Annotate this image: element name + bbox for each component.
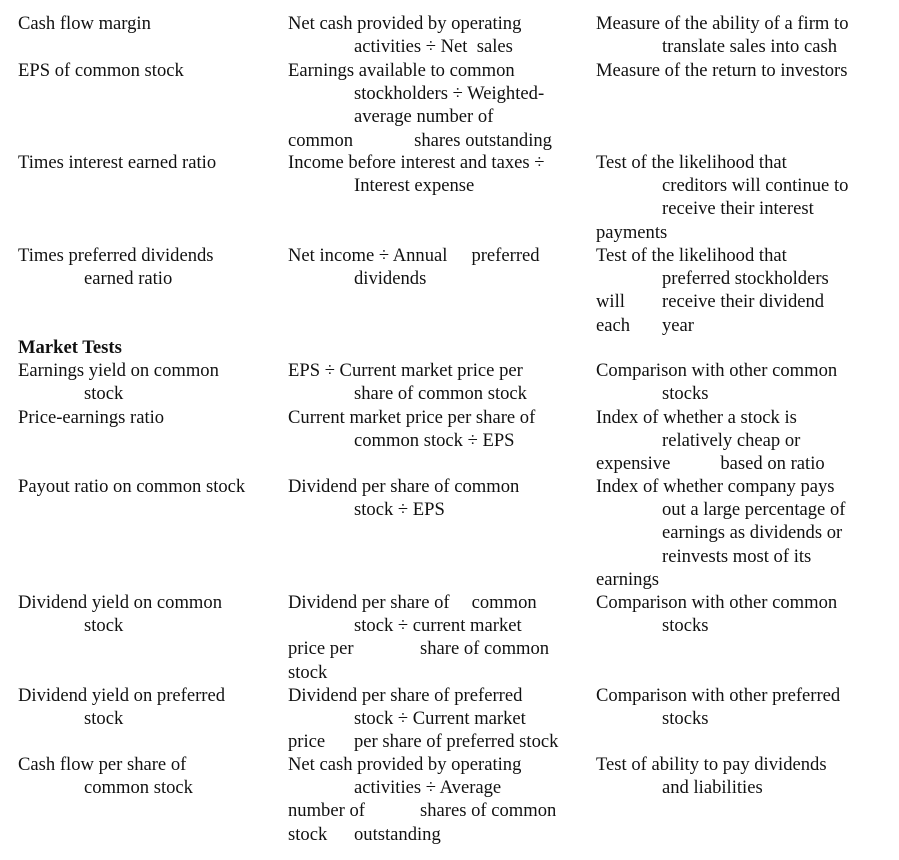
ratio-name-line: earned ratio [84,268,173,290]
formula-line: EPS ÷ Current market price per [288,360,523,381]
ratio-name-line: stock [84,615,124,637]
use-line: stocks [662,383,709,405]
ratio-name-line: stock [84,708,124,730]
formula-cash-flow-per-share [288,753,588,846]
formula-times-preferred-dividends [288,244,588,290]
use-fragment: receive their dividend [662,291,825,313]
ratio-name-price-earnings [18,406,280,429]
formula-line: stock ÷ Current market [354,708,526,730]
formula-line [288,799,588,822]
use-line: stocks [662,708,709,730]
use-line: Test of the likelihood that [596,152,787,173]
use-times-interest-earned [596,151,896,244]
formula-line: Net cash provided by operating [288,754,522,775]
use-line: Index of whether a stock is [596,407,797,428]
formula-line: stock ÷ EPS [354,499,445,521]
ratio-name-line: Times interest earned ratio [18,152,217,173]
ratio-name-line: Cash flow per share of [18,754,187,775]
use-fragment: expensive [596,453,671,475]
formula-fragment: preferred [471,245,540,266]
use-line: Test of ability to pay dividends [596,754,827,775]
use-line: Comparison with other common [596,360,838,381]
use-line: creditors will continue to [662,175,849,197]
use-line: preferred stockholders [662,268,829,290]
ratio-name-times-preferred-dividends [18,244,280,290]
use-eps [596,59,896,82]
ratio-name-line: Dividend yield on preferred [18,685,226,706]
use-dividend-yield-common [596,591,896,637]
use-line [596,314,896,337]
formula-line [288,730,588,753]
formula-line: Income before interest and taxes ÷ [288,152,545,173]
formula-earnings-yield [288,359,588,405]
use-line: receive their interest [662,198,814,220]
formula-fragment: common [471,592,537,613]
formula-cash-flow-margin [288,12,588,58]
use-fragment: each [596,314,631,336]
use-line: Measure of the ability of a firm to [596,13,849,34]
use-fragment: based on ratio [720,453,825,475]
use-cash-flow-margin [596,12,896,58]
use-line: and liabilities [662,777,763,799]
ratio-name-cash-flow-per-share [18,753,280,799]
use-cash-flow-per-share [596,753,896,799]
use-line: earnings as dividends or [662,522,843,544]
formula-eps [288,59,588,152]
ratio-name-line: Price-earnings ratio [18,407,165,428]
formula-line: stock [288,661,328,683]
ratio-name-times-interest-earned [18,151,280,174]
use-line: Comparison with other common [596,592,838,613]
use-line: stocks [662,615,709,637]
ratio-name-line: Dividend yield on common [18,592,222,613]
use-line: payments [596,221,668,243]
ratio-name-dividend-yield-common [18,591,280,637]
use-earnings-yield [596,359,896,405]
formula-line [288,637,588,660]
formula-fragment: share of common [420,638,550,660]
ratio-name-eps [18,59,280,82]
ratio-name-earnings-yield [18,359,280,405]
ratio-name-line: Cash flow margin [18,13,151,34]
section-heading-market-tests: Market Tests [18,337,122,358]
ratio-name-line: Earnings yield on common [18,360,219,381]
formula-fragment: outstanding [354,823,441,845]
formula-line: Interest expense [354,175,475,197]
formula-line: Net cash provided by operating [288,13,522,34]
formula-fragment: number of [288,800,365,822]
use-line: relatively cheap or [662,430,801,452]
formula-fragment: shares of common [420,800,557,822]
formula-line: Dividend per share of common [288,476,520,497]
ratio-name-line: Payout ratio on common stock [18,476,246,497]
use-line [596,452,896,475]
formula-line: common stock ÷ EPS [354,430,515,452]
ratio-name-payout-ratio [18,475,280,498]
use-line: out a large percentage of [662,499,846,521]
ratio-name-line: Times preferred dividends [18,245,214,266]
use-line: Index of whether company pays [596,476,835,497]
formula-line [288,129,588,152]
use-line: Measure of the return to investors [596,60,848,81]
ratio-name-dividend-yield-preferred [18,684,280,730]
formula-line: Dividend per share of preferred [288,685,523,706]
use-line: reinvests most of its [662,545,812,567]
ratio-name-line: EPS of common stock [18,60,184,81]
use-line: Comparison with other preferred [596,685,841,706]
use-times-preferred-dividends [596,244,896,337]
formula-line [288,244,588,267]
formula-payout-ratio [288,475,588,521]
use-fragment: year [662,314,694,336]
use-line: translate sales into cash [662,36,838,58]
use-price-earnings [596,406,896,476]
formula-line [288,591,588,614]
formula-fragment: shares outstanding [414,129,552,151]
formula-price-earnings [288,406,588,452]
use-line [596,290,896,313]
formula-line: activities ÷ Average [354,777,502,799]
use-fragment: will [596,291,625,313]
formula-dividend-yield-common [288,591,588,684]
formula-times-interest-earned [288,151,588,197]
ratio-name-line: common stock [84,777,193,799]
formula-fragment: Dividend per share of [288,592,450,613]
formula-line: dividends [354,268,427,290]
formula-fragment: per share of preferred stock [354,731,559,753]
formula-line: stockholders ÷ Weighted- [354,83,545,105]
use-payout-ratio [596,475,896,591]
formula-fragment: common [288,129,354,151]
formula-line: average number of [354,106,494,128]
use-dividend-yield-preferred [596,684,896,730]
formula-line [288,823,588,846]
formula-fragment: Net income ÷ Annual [288,245,448,266]
formula-line: stock ÷ current market [354,615,522,637]
ratio-name-line: stock [84,383,124,405]
formula-line: share of common stock [354,383,527,405]
use-line: Test of the likelihood that [596,245,787,266]
formula-line: activities ÷ Net sales [354,36,513,58]
ratio-name-cash-flow-margin [18,12,280,35]
formula-line: Earnings available to common [288,60,515,81]
use-line: earnings [596,568,659,590]
formula-fragment: stock [288,823,328,845]
formula-dividend-yield-preferred [288,684,588,754]
formula-fragment: price [288,731,326,753]
formula-line: Current market price per share of [288,407,536,428]
formula-fragment: price per [288,638,354,660]
